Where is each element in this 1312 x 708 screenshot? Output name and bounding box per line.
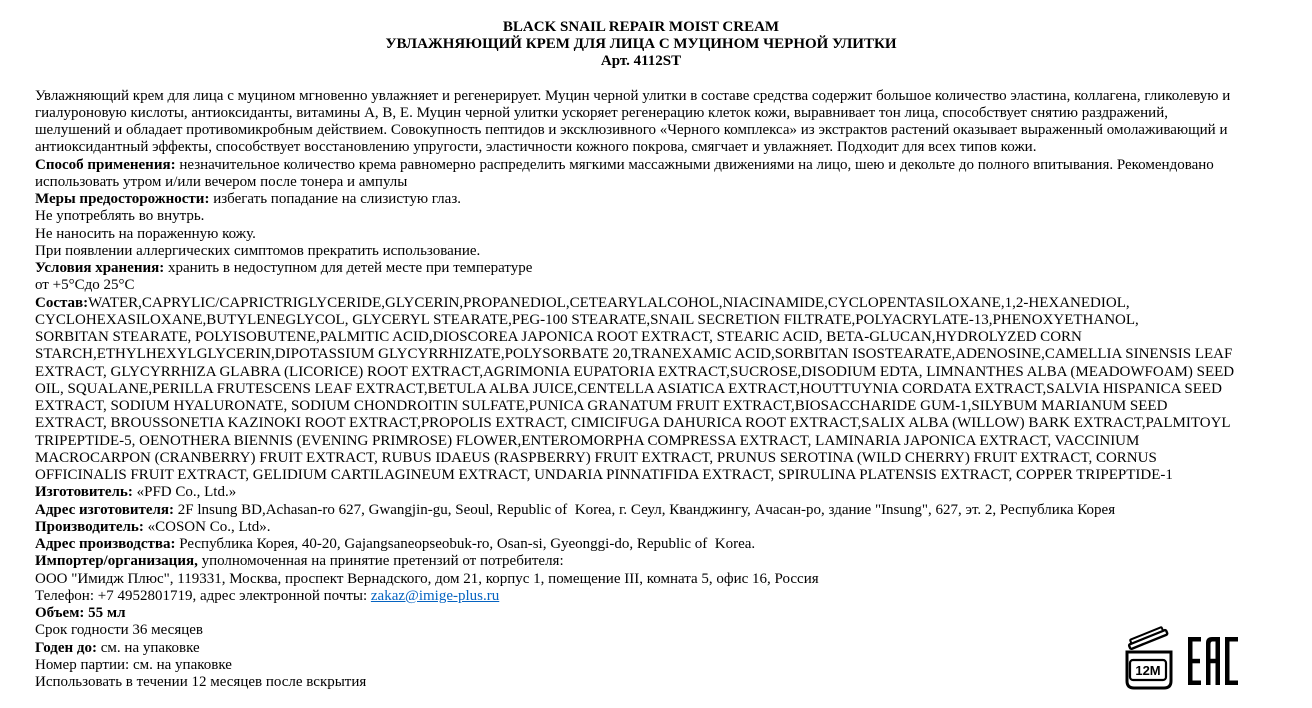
volume-value: 55 мл (84, 605, 126, 621)
open-jar-icon (1122, 625, 1176, 691)
volume-label: Объем: (35, 605, 85, 621)
precautions-label: Меры предосторожности: (35, 191, 210, 207)
composition-label: Состав: (35, 294, 89, 311)
composition-line: EXTRACT, GLYCYRRHIZA GLABRA (LICORICE) ROOT EXTRACT,AGRIMONIA EUPATORIA EXTRACT,SUCROSE,DISODIUM EDTA, LIMNANTHES ALBA (MEADOWFOAM) SEED (35, 363, 1235, 380)
production-address-section (35, 536, 1275, 553)
production-address-value: Республика Корея, 40-20, Gajangsaneopseobuk-ro, Osan-si, Gyeonggi-do, Republic of Korea. (175, 536, 756, 552)
best-before-value: см. на упаковке (97, 639, 200, 656)
importer-section (35, 553, 1275, 570)
manufacturer-label: Изготовитель: (35, 484, 133, 501)
manufacturer-address-label: Адрес изготовителя: (35, 501, 175, 518)
composition-line: TRIPEPTIDE-5, OENOTHERA BIENNIS (EVENING PRIMROSE) FLOWER,ENTEROMORPHA COMPRESSA EXTRACT, LAMINARIA JAPONICA EXTRACT, VACCINIUM (35, 432, 1140, 449)
manufacturer-section (35, 484, 1275, 501)
after-opening-line: Использовать в течении 12 месяцев после вскрытия (35, 674, 367, 690)
usage-section (35, 157, 1275, 174)
jar-lid-icon (1127, 626, 1167, 649)
importer-address: ООО "Имидж Плюс", 119331, Москва, проспект Вернадского, дом 21, корпус 1, помещение III, комната 5, офис 16, Россия (35, 570, 819, 587)
document-body (35, 88, 1275, 692)
composition-section (35, 295, 1275, 312)
precaution-item: Не наносить на пораженную кожу. (35, 225, 256, 242)
producer-label: Производитель: (35, 518, 144, 535)
producer-value: «COSON Co., Ltd». (143, 518, 271, 535)
composition-line: CYCLOHEXASILOXANE,BUTYLENEGLYCOL, GLYCERYL STEARATE,PEG-100 STEARATE,SNAIL SECRETION FILTRATE,POLYACRYLATE-13,PHENOXYETHANOL, (35, 311, 1139, 328)
eac-letter-a-icon (1206, 637, 1220, 685)
precaution-item: При появлении аллергических симптомов прекратить использование. (35, 242, 481, 259)
eac-letter-c-icon (1225, 637, 1238, 685)
storage-temperature: от +5°Сдо 25°С (35, 277, 135, 294)
composition-line: SORBITAN STEARATE, POLYISOBUTENE,PALMITIC ACID,DIOSCOREA JAPONICA ROOT EXTRACT, STEARIC ACID, BETA-GLUCAN,HYDROLYZED CORN (35, 329, 1082, 345)
shelf-life-line: Срок годности 36 месяцев (35, 622, 204, 639)
usage-label: Способ применения: (35, 156, 176, 173)
document-header (35, 19, 1247, 71)
eac-mark-icon (1188, 637, 1238, 685)
manufacturer-value: «PFD Co., Ltd.» (132, 484, 237, 501)
description-line: Увлажняющий крем для лица с муцином мгновенно увлажняет и регенерирует. Муцин черной улитки в составе средства содержит большое количество эластина, коллагена, гликолевую и (35, 87, 1231, 104)
contacts-line (35, 588, 1275, 605)
storage-section (35, 260, 1275, 277)
precautions-text: избегать попадание на слизистую глаз. (209, 191, 462, 207)
composition-line: MACROCARPON (CRANBERRY) FRUIT EXTRACT, RUBUS IDAEUS (RASPBERRY) FRUIT EXTRACT, PRUNUS SEROTINA (WILD CHERRY) FRUIT EXTRACT, CORNUS (35, 449, 1157, 466)
email-link[interactable]: zakaz@imige-plus.ru (370, 587, 500, 604)
usage-text: незначительное количество крема равномерно распределить мягкими массажными движениями на лицо, шею и декольте до полного впитывания. Рекомендовано (175, 156, 1214, 173)
composition-line: STARCH,ETHYLHEXYLGLYCERIN,DIPOTASSIUM GLYCYRRHIZATE,POLYSORBATE 20,TRANEXAMIC ACID,SORBITAN ISOSTEARATE,ADENOSINE,CAMELLIA SINENSIS LEAF (35, 346, 1233, 363)
production-address-label: Адрес производства: (35, 536, 176, 552)
best-before-line (35, 640, 1275, 657)
composition-line: OFFICINALIS FRUIT EXTRACT, GELIDIUM CARTILAGINEUM EXTRACT, UNDARIA PINNATIFIDA EXTRACT, SPIRULINA PLATENSIS EXTRACT, COPPER TRIPEPTIDE-1 (35, 467, 1173, 483)
product-title-en: BLACK SNAIL REPAIR MOIST CREAM (502, 18, 780, 35)
product-title-ru: УВЛАЖНЯЮЩИЙ КРЕМ ДЛЯ ЛИЦА С МУЦИНОМ ЧЕРНОЙ УЛИТКИ (385, 35, 897, 52)
usage-text-continued: использовать утром и/или вечером после тонера и ампулы (35, 173, 408, 190)
storage-label: Условия хранения: (35, 260, 165, 276)
phone-text: Телефон: +7 4952801719, адрес электронной почты: (35, 587, 371, 604)
batch-line: Номер партии: см. на упаковке (35, 656, 232, 673)
importer-label: Импортер/организация, (35, 553, 198, 570)
volume-line (35, 605, 1275, 622)
producer-section (35, 519, 1275, 536)
composition-line: OIL, SQUALANE,PERILLA FRUTESCENS LEAF EXTRACT,BETULA ALBA JUICE,CENTELLA ASIATICA EXTRACT,HOUTTUYNIA CORDATA EXTRACT,SALVIA HISPANICA SEED (35, 380, 1222, 397)
description-line: шелушений и обладает противомикробным действием. Совокупность пептидов и эксклюзивного «Черного комплекса» из экстрактов растений оказывает выраженный омолаживающий и (35, 122, 1228, 138)
eac-letter-e-icon (1188, 637, 1201, 685)
precautions-section (35, 191, 1275, 208)
best-before-label: Годен до: (35, 639, 98, 656)
pao-label: 12M (1135, 663, 1161, 678)
manufacturer-address-value: 2F lnsung BD,Achasan-ro 627, Gwangjin-gu, Seoul, Republic of Korea, г. Сеул, Кванджингу, Ачасан-ро, здание "Insung", 627, эт. 2, Республика Корея (174, 501, 1116, 518)
storage-text: хранить в недоступном для детей месте при температуре (164, 260, 533, 276)
composition-line: WATER,CAPRYLIC/CAPRICTRIGLYCERIDE,GLYCERIN,PROPANEDIOL,CETEARYLALCOHOL,NIACINAMIDE,CYCLOPENTASILOXANE,1,2-HEXANEDIOL, (88, 294, 1130, 311)
importer-text: уполномоченная на принятие претензий от потребителя: (197, 553, 564, 570)
precaution-item: Не употреблять во внутрь. (35, 208, 205, 225)
description-line: гиалуроновую кислоты, антиоксиданты, витамины А, В, Е. Муцин черной улитки ускоряет регенерацию клеток кожи, выравнивает тон лица, способствует снятию раздражений, (35, 104, 1168, 121)
description-line: антиоксидантный эффекты, способствует восстановлению упругости, эластичности кожного покрова, смягчает и увлажняет. Подходит для всех типов кожи. (35, 139, 1037, 156)
composition-line: EXTRACT, SODIUM HYALURONATE, SODIUM CHONDROITIN SULFATE,PUNICA GRANATUM FRUIT EXTRACT,BIOSACCHARIDE GUM-1,SILYBUM MARIANUM SEED (35, 398, 1168, 414)
manufacturer-address-section (35, 502, 1275, 519)
article-number: Арт. 4112ST (600, 53, 682, 69)
composition-line: EXTRACT, BROUSSONETIA KAZINOKI ROOT EXTRACT,PROPOLIS EXTRACT, CIMICIFUGA DAHURICA ROOT EXTRACT,SALIX ALBA (WILLOW) BARK EXTRACT,PALMITOYL (35, 415, 1231, 432)
